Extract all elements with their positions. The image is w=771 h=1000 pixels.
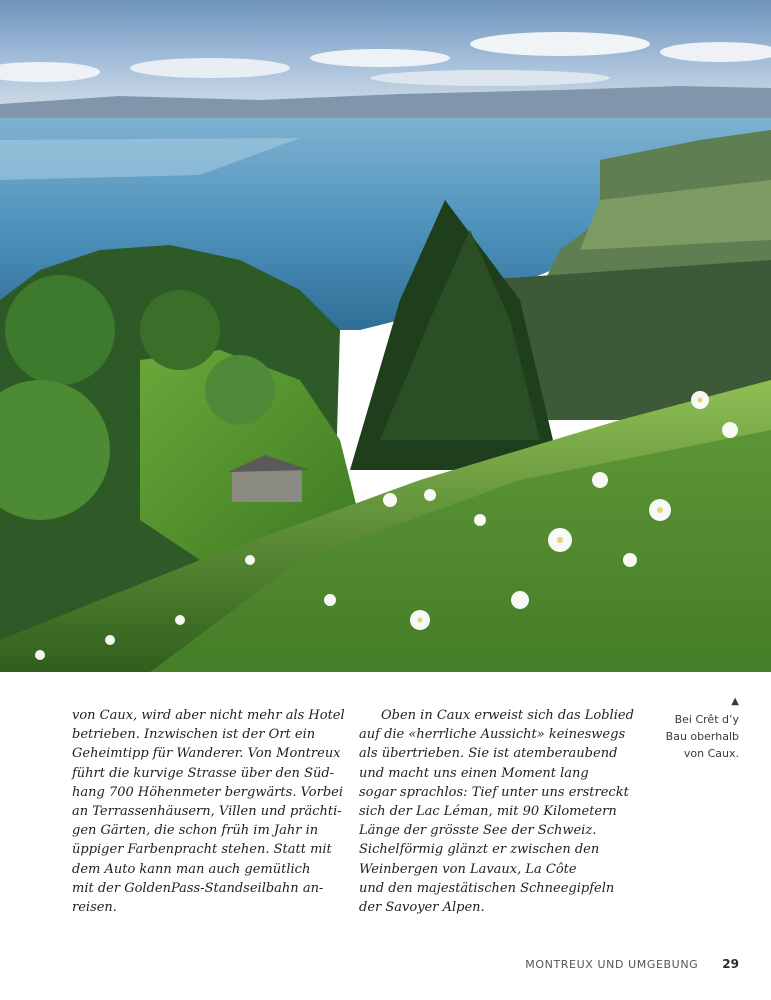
body-line: Sichelförmig glänzt er zwischen den <box>359 842 600 858</box>
body-line: Weinbergen von Lavaux, La Côte <box>359 861 577 877</box>
caption-line: Bei Crêt d’y <box>674 713 739 726</box>
caption-line: von Caux. <box>683 747 739 760</box>
body-line: von Caux, wird aber nicht mehr als Hotel <box>72 708 345 723</box>
body-line: betrieben. Inzwischen ist der Ort ein <box>72 727 316 743</box>
body-line: Geheimtipp für Wanderer. Von Montreux <box>72 746 341 762</box>
body-line: Länge der grösste See der Schweiz. <box>359 823 597 839</box>
page-footer <box>525 957 739 971</box>
body-line: sich der Lac Léman, mit 90 Kilometern <box>359 804 617 820</box>
body-line: gen Gärten, die schon früh im Jahr in <box>72 823 319 839</box>
body-line: mit der GoldenPass-Standseilbahn an- <box>72 880 324 896</box>
triangle-up-icon: ▲ <box>731 696 739 707</box>
page-number: 29 <box>722 957 739 971</box>
body-line: hang 700 Höhenmeter bergwärts. Vorbei <box>72 784 343 800</box>
body-line: und macht uns einen Moment lang <box>359 765 589 781</box>
body-line: als übertrieben. Sie ist atemberaubend <box>359 746 618 762</box>
caption-line: Bau oberhalb <box>665 730 739 743</box>
body-line: der Savoyer Alpen. <box>359 900 485 916</box>
body-line: auf die «herrliche Aussicht» keineswegs <box>359 727 626 743</box>
body-line: sogar sprachlos: Tief unter uns erstreckt <box>359 784 629 800</box>
body-line: üppiger Farbenpracht stehen. Statt mit <box>72 842 332 858</box>
photo-caption <box>649 693 739 762</box>
body-line: Oben in Caux erweist sich das Loblied <box>381 708 634 723</box>
left-body-column <box>72 706 345 917</box>
body-line: reisen. <box>72 900 117 916</box>
body-line: dem Auto kann man auch gemütlich <box>72 861 311 877</box>
body-line: und den majestätischen Schneegipfeln <box>359 880 615 896</box>
right-body-column <box>359 706 634 917</box>
body-line: an Terrassenhäusern, Villen und prächti- <box>72 804 342 820</box>
body-line: führt die kurvige Strasse über den Süd- <box>72 765 335 781</box>
section-title: MONTREUX UND UMGEBUNG <box>525 957 699 971</box>
